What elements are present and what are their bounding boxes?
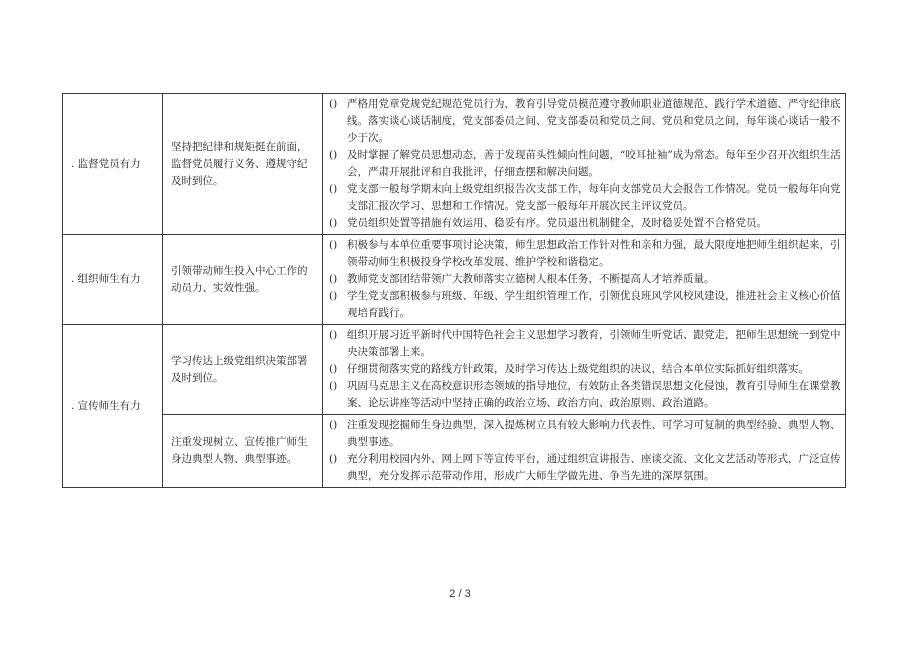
item-text: 学生党支部积极参与班级、年级、学生组织管理工作，引领优良班风学风校风建设，推进社会主义核心价值观培育践行。 bbox=[347, 290, 841, 319]
items-cell bbox=[323, 235, 846, 325]
table-row bbox=[63, 235, 846, 325]
item-mark: () bbox=[329, 149, 338, 161]
list-item bbox=[329, 361, 841, 378]
item-text: 教师党支部团结带领广大教师落实立德树人根本任务，不断提高人才培养质量。 bbox=[347, 273, 715, 285]
item-mark: () bbox=[329, 273, 338, 285]
item-mark: () bbox=[329, 380, 338, 392]
item-text: 积极参与本单位重要事项讨论决策，师生思想政治工作针对性和亲和力强，最大限度地把师生组织起来，引领带动师生积极投身学校改革发展、维护学校和谐稳定。 bbox=[347, 239, 841, 268]
list-item bbox=[329, 288, 841, 322]
item-mark: () bbox=[329, 363, 338, 375]
item-mark: () bbox=[329, 98, 338, 110]
page-number: 2 / 3 bbox=[449, 588, 471, 600]
category-cell: . 组织师生有力 bbox=[63, 235, 163, 325]
item-text: 充分利用校园内外、网上网下等宣传平台，通过组织宣讲报告、座谈交流、文化文艺活动等形式，广泛宣传典型，充分发挥示范带动作用，形成广大师生学做先进、争当先进的深厚氛围。 bbox=[347, 453, 841, 482]
requirement-cell: 注重发现树立、宣传推广师生身边典型人物、典型事迹。 bbox=[163, 415, 323, 488]
list-item bbox=[329, 215, 841, 232]
list-item bbox=[329, 181, 841, 215]
requirement-cell: 坚持把纪律和规矩挺在前面，监督党员履行义务、遵规守纪及时到位。 bbox=[163, 94, 323, 235]
item-mark: () bbox=[329, 217, 338, 229]
list-item bbox=[329, 417, 841, 451]
evaluation-table bbox=[62, 93, 846, 488]
item-text: 巩固马克思主义在高校意识形态领域的指导地位，有效防止各类错误思想文化侵蚀，教育引导师生在课堂教案、论坛讲座等活动中坚持正确的政治立场、政治方向、政治原则、政治道路。 bbox=[347, 380, 841, 409]
item-text: 仔细贯彻落实党的路线方针政策，及时学习传达上级党组织的决议，结合本单位实际抓好组织落实。 bbox=[347, 363, 809, 375]
requirement-cell: 学习传达上级党组织决策部署及时到位。 bbox=[163, 325, 323, 415]
list-item bbox=[329, 378, 841, 412]
item-text: 及时掌握了解党员思想动态，善于发现苗头性倾向性问题，“咬耳扯袖”成为常态。每年至少召开次组织生活会，严肃开展批评和自我批评，仔细查摆和解决问题。 bbox=[347, 149, 841, 178]
list-item bbox=[329, 147, 841, 181]
items-cell bbox=[323, 415, 846, 488]
list-item bbox=[329, 271, 841, 288]
list-item bbox=[329, 96, 841, 147]
item-text: 党支部一般每学期末向上级党组织报告次支部工作，每年向支部党员大会报告工作情况。党员一般每年向党支部汇报次学习、思想和工作情况。党支部一般每年开展次民主评议党员。 bbox=[347, 183, 841, 212]
item-mark: () bbox=[329, 329, 338, 341]
items-cell bbox=[323, 325, 846, 415]
item-text: 党员组织处置等措施有效运用、稳妥有序。党员退出机制健全，及时稳妥处置不合格党员。 bbox=[347, 217, 767, 229]
item-mark: () bbox=[329, 290, 338, 302]
list-item bbox=[329, 327, 841, 361]
item-text: 严格用党章党规党纪规范党员行为，教育引导党员模范遵守教师职业道德规范、践行学术道德、严守纪律底线。落实谈心谈话制度，党支部委员之间、党支部委员和党员之间、党员和党员之间，每年谈心谈话一般不少于次。 bbox=[347, 98, 841, 144]
item-text: 注重发现挖掘师生身边典型，深入提炼树立具有较大影响力代表性、可学习可复制的典型经验、典型人物、典型事迹。 bbox=[347, 419, 841, 448]
items-cell bbox=[323, 94, 846, 235]
table-row bbox=[63, 415, 846, 488]
item-text: 组织开展习近平新时代中国特色社会主义思想学习教育，引领师生听党话、跟党走，把师生思想统一到党中央决策部署上来。 bbox=[347, 329, 841, 358]
item-mark: () bbox=[329, 419, 338, 431]
list-item bbox=[329, 451, 841, 485]
item-mark: () bbox=[329, 453, 338, 465]
table-row bbox=[63, 325, 846, 415]
category-cell: . 监督党员有力 bbox=[63, 94, 163, 235]
table-row bbox=[63, 94, 846, 235]
list-item bbox=[329, 237, 841, 271]
item-mark: () bbox=[329, 239, 338, 251]
category-cell: . 宣传师生有力 bbox=[63, 325, 163, 488]
item-mark: () bbox=[329, 183, 338, 195]
requirement-cell: 引领带动师生投入中心工作的动员力、实效性强。 bbox=[163, 235, 323, 325]
